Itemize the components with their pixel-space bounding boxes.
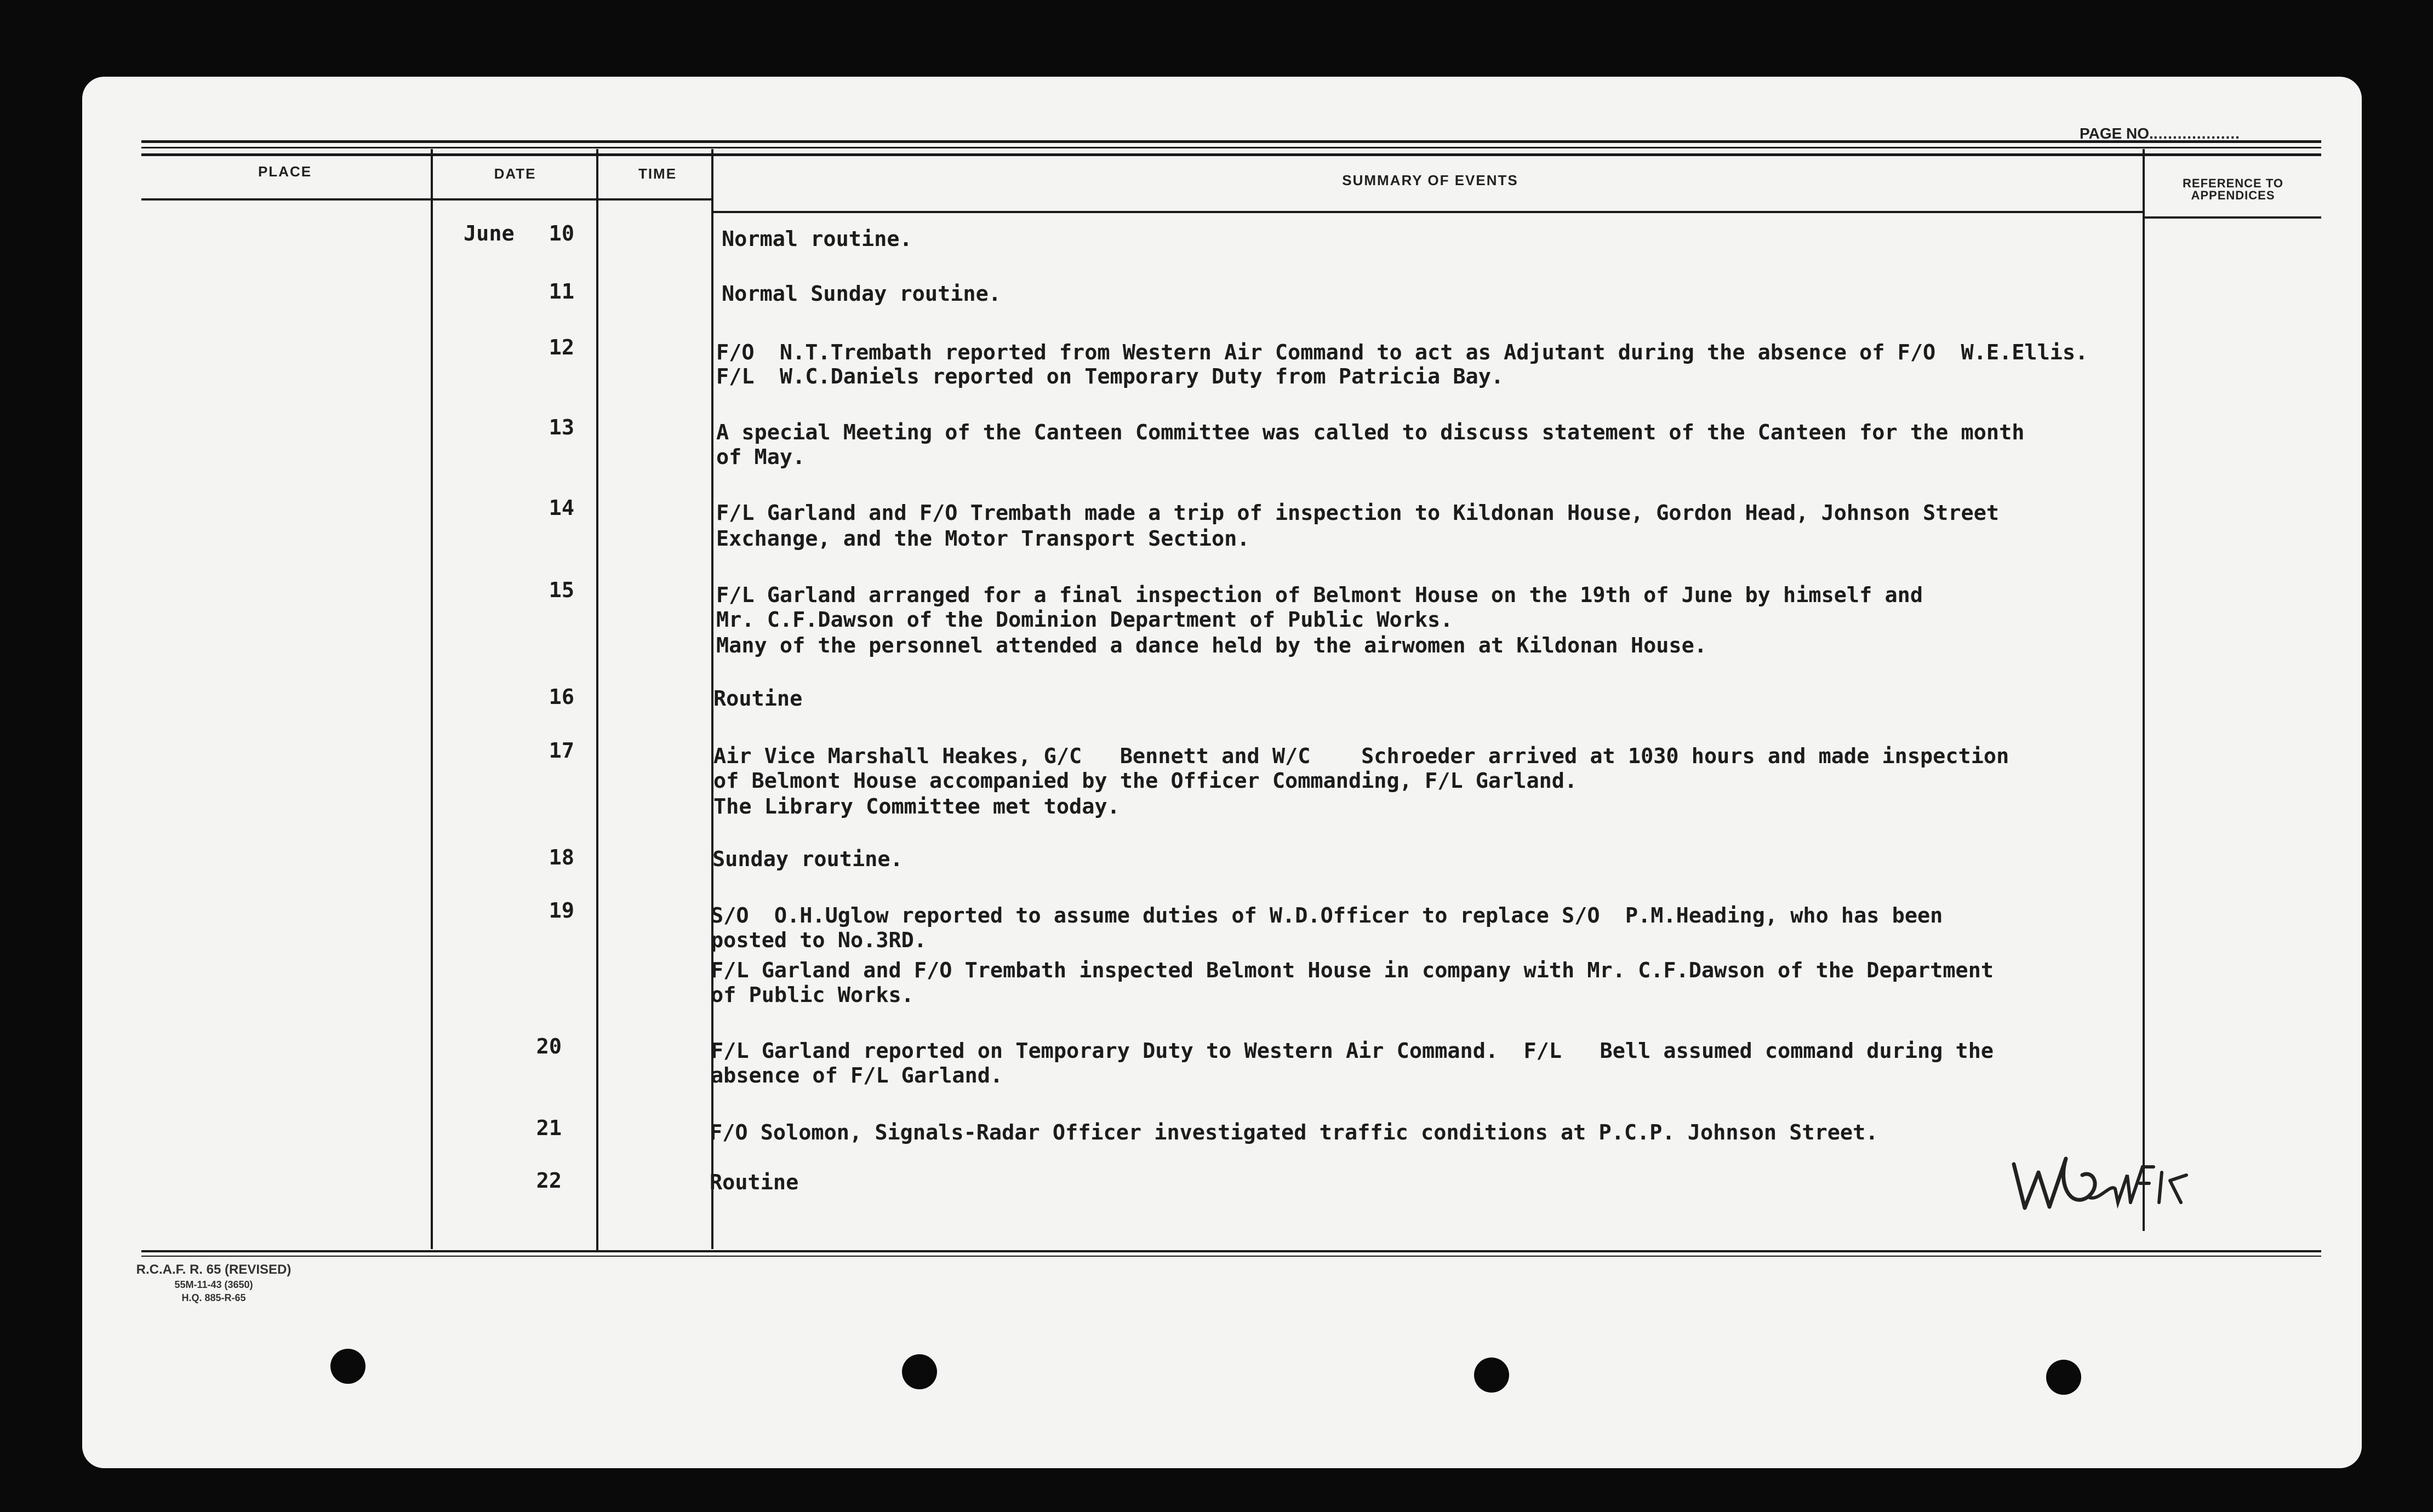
entry-text-line: S/O O.H.Uglow reported to assume duties of W.D.Officer to replace S/O P.M.Heading, who has been: [711, 903, 1943, 928]
entry-text-line: F/L W.C.Daniels reported on Temporary Duty from Patricia Bay.: [716, 364, 1504, 389]
entry-text-line: of Public Works.: [711, 983, 914, 1007]
header-top-rule-3: [141, 153, 2321, 156]
entry-day: 19: [549, 898, 574, 923]
month-label: June: [464, 221, 515, 246]
page-number-field: [2080, 125, 2240, 142]
column-header-reference-line1: REFERENCE TO: [2183, 176, 2283, 190]
entry-text-line: Routine: [710, 1170, 799, 1195]
entry-day: 22: [536, 1169, 562, 1193]
binder-hole: [902, 1354, 937, 1389]
entry-text-line: posted to No.3RD.: [711, 928, 927, 953]
entry-day: 11: [549, 279, 574, 304]
entry-day: 10: [549, 221, 574, 246]
handwritten-initials: [2006, 1142, 2214, 1235]
binder-hole: [330, 1349, 365, 1384]
entry-text-line: absence of F/L Garland.: [711, 1063, 1003, 1088]
entry-text-line: F/O Solomon, Signals-Radar Officer investigated traffic conditions at P.C.P. Johnson Street.: [710, 1120, 1878, 1145]
header-bottom-rule-summary: [711, 211, 2143, 213]
binder-hole: [1474, 1358, 1509, 1393]
entry-text-line: F/O N.T.Trembath reported from Western Air Command to act as Adjutant during the absence of F/O W.E.Ellis.: [716, 340, 2088, 365]
column-divider-place: [431, 149, 433, 1249]
entry-text-line: Normal routine.: [722, 227, 912, 251]
entry-text-line: F/L Garland and F/O Trembath inspected Belmont House in company with Mr. C.F.Dawson of the Department: [711, 958, 1994, 983]
entry-text-line: A special Meeting of the Canteen Committee was called to discuss statement of the Canteen for the month: [716, 420, 2025, 445]
column-header-time: TIME: [638, 165, 677, 182]
entry-day: 14: [549, 496, 574, 520]
form-reference: [126, 1262, 301, 1304]
entry-text-line: Sunday routine.: [712, 847, 903, 872]
form-reference-line2: 55M-11-43 (3650): [174, 1279, 253, 1290]
header-top-rule-2: [141, 147, 2321, 148]
entry-text-line: Air Vice Marshall Heakes, G/C Bennett and W/C Schroeder arrived at 1030 hours and made inspection: [713, 744, 2009, 769]
column-header-reference: [2151, 177, 2315, 202]
header-top-rule-1: [141, 140, 2321, 143]
header-bottom-rule-ref: [2143, 216, 2321, 219]
entry-day: 13: [549, 415, 574, 440]
entry-day: 21: [536, 1116, 562, 1141]
entry-text-line: Many of the personnel attended a dance held by the airwomen at Kildonan House.: [716, 633, 1707, 658]
footer-rule-thin: [141, 1256, 2321, 1257]
binder-hole: [2046, 1360, 2081, 1395]
entry-day: 18: [549, 845, 574, 870]
form-reference-line1: R.C.A.F. R. 65 (REVISED): [136, 1262, 292, 1277]
column-divider-date: [596, 149, 598, 1250]
column-header-summary: SUMMARY OF EVENTS: [1342, 172, 1518, 188]
header-bottom-rule-left: [141, 198, 711, 201]
entry-text-line: Exchange, and the Motor Transport Section.: [716, 526, 1250, 551]
column-header-place: PLACE: [258, 163, 312, 180]
page-number-value: ..................: [2153, 125, 2240, 142]
entry-text-line: Routine: [713, 686, 803, 711]
entry-text-line: F/L Garland arranged for a final inspection of Belmont House on the 19th of June by himself and: [716, 583, 1923, 608]
entry-text-line: of May.: [716, 445, 806, 469]
entry-day: 15: [549, 578, 574, 603]
entry-day: 20: [536, 1034, 562, 1059]
entry-day: 17: [549, 738, 574, 763]
entry-text-line: The Library Committee met today.: [713, 794, 1120, 819]
footer-rule: [141, 1250, 2321, 1252]
entry-text-line: of Belmont House accompanied by the Officer Commanding, F/L Garland.: [713, 769, 1578, 793]
entry-text-line: F/L Garland and F/O Trembath made a trip of inspection to Kildonan House, Gordon Head, Johnson Street: [716, 501, 2000, 525]
entry-day: 16: [549, 685, 574, 709]
entry-text-line: Mr. C.F.Dawson of the Dominion Department of Public Works.: [716, 608, 1453, 632]
entry-text-line: F/L Garland reported on Temporary Duty to Western Air Command. F/L Bell assumed command during the: [711, 1039, 1994, 1063]
form-reference-line3: H.Q. 885-R-65: [181, 1292, 246, 1303]
column-header-reference-line2: APPENDICES: [2191, 188, 2275, 202]
column-divider-summary: [2143, 149, 2145, 1231]
column-header-date: DATE: [494, 165, 536, 182]
entry-text-line: Normal Sunday routine.: [722, 282, 1001, 306]
entry-day: 12: [549, 335, 574, 360]
page-number-label: PAGE NO.: [2080, 125, 2154, 142]
